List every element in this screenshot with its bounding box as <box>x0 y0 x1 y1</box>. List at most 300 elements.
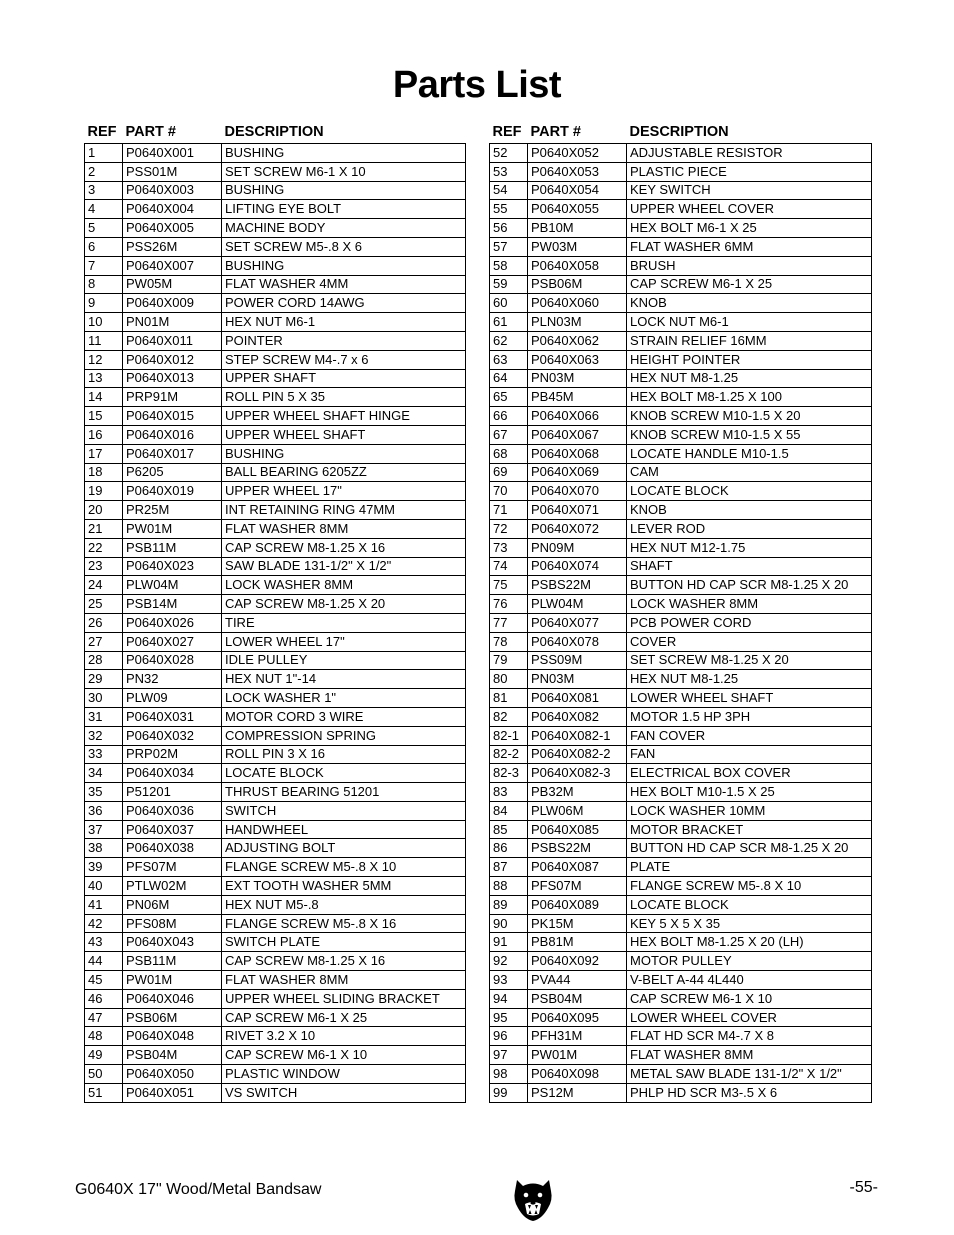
part-number-cell: P0640X004 <box>123 200 222 219</box>
part-number-cell: P0640X050 <box>123 1065 222 1084</box>
table-row <box>85 519 466 538</box>
part-number-cell: P0640X082-1 <box>528 726 627 745</box>
table-row <box>85 689 466 708</box>
part-number-cell: P0640X089 <box>528 895 627 914</box>
description-cell: STEP SCREW M4-.7 x 6 <box>222 350 466 369</box>
ref-cell: 54 <box>490 181 528 200</box>
table-row <box>85 425 466 444</box>
table-row <box>85 670 466 689</box>
description-cell: LOCK WASHER 1" <box>222 689 466 708</box>
part-number-cell: PSBS22M <box>528 576 627 595</box>
table-row <box>85 801 466 820</box>
ref-cell: 79 <box>490 651 528 670</box>
description-cell: FLAT WASHER 6MM <box>627 237 872 256</box>
part-number-cell: P0640X011 <box>123 331 222 350</box>
ref-cell: 86 <box>490 839 528 858</box>
table-row <box>490 632 872 651</box>
part-number-cell: PB10M <box>528 219 627 238</box>
table-row <box>85 275 466 294</box>
ref-cell: 82 <box>490 707 528 726</box>
description-cell: LOCK WASHER 8MM <box>627 595 872 614</box>
description-cell: FLANGE SCREW M5-.8 X 16 <box>222 914 466 933</box>
part-number-cell: PW01M <box>123 519 222 538</box>
ref-cell: 39 <box>85 858 123 877</box>
description-cell: LEVER ROD <box>627 519 872 538</box>
ref-cell: 89 <box>490 895 528 914</box>
part-number-cell: PSB11M <box>123 538 222 557</box>
ref-cell: 60 <box>490 294 528 313</box>
ref-cell: 27 <box>85 632 123 651</box>
description-cell: BRUSH <box>627 256 872 275</box>
description-cell: PCB POWER CORD <box>627 613 872 632</box>
part-number-cell: P0640X028 <box>123 651 222 670</box>
ref-cell: 71 <box>490 501 528 520</box>
part-number-cell: P0640X082-3 <box>528 764 627 783</box>
part-number-cell: P0640X032 <box>123 726 222 745</box>
part-number-cell: P6205 <box>123 463 222 482</box>
description-cell: PLATE <box>627 858 872 877</box>
table-row <box>85 707 466 726</box>
table-row <box>85 1027 466 1046</box>
table-row <box>85 914 466 933</box>
table-row <box>85 557 466 576</box>
ref-cell: 88 <box>490 877 528 896</box>
ref-cell: 8 <box>85 275 123 294</box>
description-cell: MOTOR PULLEY <box>627 952 872 971</box>
part-number-cell: PLN03M <box>528 313 627 332</box>
description-cell: FAN COVER <box>627 726 872 745</box>
ref-cell: 45 <box>85 971 123 990</box>
table-row <box>85 331 466 350</box>
table-row <box>490 933 872 952</box>
table-row <box>85 407 466 426</box>
description-cell: SWITCH <box>222 801 466 820</box>
part-number-cell: P0640X034 <box>123 764 222 783</box>
table-row <box>490 576 872 595</box>
table-row <box>490 444 872 463</box>
part-number-cell: PB81M <box>528 933 627 952</box>
table-row <box>490 237 872 256</box>
ref-cell: 24 <box>85 576 123 595</box>
ref-cell: 74 <box>490 557 528 576</box>
table-row <box>85 576 466 595</box>
table-row <box>85 745 466 764</box>
table-row <box>85 1083 466 1102</box>
part-number-cell: PW01M <box>528 1046 627 1065</box>
description-cell: PLASTIC PIECE <box>627 162 872 181</box>
part-number-cell: PR25M <box>123 501 222 520</box>
ref-cell: 40 <box>85 877 123 896</box>
description-cell: SET SCREW M6-1 X 10 <box>222 162 466 181</box>
ref-cell: 12 <box>85 350 123 369</box>
description-cell: UPPER WHEEL SLIDING BRACKET <box>222 989 466 1008</box>
ref-cell: 62 <box>490 331 528 350</box>
part-number-cell: P0640X058 <box>528 256 627 275</box>
ref-cell: 63 <box>490 350 528 369</box>
table-row <box>85 144 466 163</box>
part-number-cell: P0640X051 <box>123 1083 222 1102</box>
table-row <box>490 219 872 238</box>
part-number-cell: PB32M <box>528 783 627 802</box>
description-cell: HEX NUT M5-.8 <box>222 895 466 914</box>
part-number-cell: PFS07M <box>528 877 627 896</box>
table-row <box>490 745 872 764</box>
description-cell: HEX NUT M12-1.75 <box>627 538 872 557</box>
part-number-cell: PK15M <box>528 914 627 933</box>
ref-column-header: REF <box>492 124 522 140</box>
ref-cell: 65 <box>490 388 528 407</box>
table-row <box>490 538 872 557</box>
ref-cell: 33 <box>85 745 123 764</box>
description-cell: FLAT WASHER 8MM <box>222 519 466 538</box>
part-number-cell: PSB04M <box>123 1046 222 1065</box>
description-cell: IDLE PULLEY <box>222 651 466 670</box>
table-row <box>85 294 466 313</box>
description-cell: SET SCREW M5-.8 X 6 <box>222 237 466 256</box>
description-cell: FLAT WASHER 8MM <box>627 1046 872 1065</box>
description-cell: HEIGHT POINTER <box>627 350 872 369</box>
grizzly-bear-logo-icon <box>512 1176 554 1222</box>
parts-table-right-body <box>490 144 872 1103</box>
table-row <box>490 331 872 350</box>
description-cell: FLAT WASHER 8MM <box>222 971 466 990</box>
page-number: -55- <box>849 1179 878 1196</box>
ref-cell: 87 <box>490 858 528 877</box>
part-number-cell: P0640X013 <box>123 369 222 388</box>
part-number-cell: PS12M <box>528 1083 627 1102</box>
ref-cell: 58 <box>490 256 528 275</box>
part-number-cell: P0640X078 <box>528 632 627 651</box>
description-cell: CAP SCREW M6-1 X 25 <box>222 1008 466 1027</box>
ref-cell: 32 <box>85 726 123 745</box>
part-number-cell: PSBS22M <box>528 839 627 858</box>
part-number-cell: PSS26M <box>123 237 222 256</box>
part-number-cell: P0640X092 <box>528 952 627 971</box>
table-row <box>85 820 466 839</box>
table-row <box>85 651 466 670</box>
table-row <box>85 632 466 651</box>
part-number-cell: P0640X048 <box>123 1027 222 1046</box>
ref-cell: 37 <box>85 820 123 839</box>
part-number-cell: P0640X019 <box>123 482 222 501</box>
description-cell: CAP SCREW M8-1.25 X 20 <box>222 595 466 614</box>
part-number-cell: P0640X070 <box>528 482 627 501</box>
ref-cell: 15 <box>85 407 123 426</box>
ref-cell: 99 <box>490 1083 528 1102</box>
description-cell: LOWER WHEEL 17" <box>222 632 466 651</box>
ref-cell: 61 <box>490 313 528 332</box>
ref-cell: 80 <box>490 670 528 689</box>
description-cell: MOTOR BRACKET <box>627 820 872 839</box>
part-number-cell: P0640X081 <box>528 689 627 708</box>
table-row <box>85 613 466 632</box>
description-cell: MOTOR 1.5 HP 3PH <box>627 707 872 726</box>
part-number-cell: PLW04M <box>123 576 222 595</box>
description-cell: PLASTIC WINDOW <box>222 1065 466 1084</box>
description-cell: HEX NUT M6-1 <box>222 313 466 332</box>
ref-cell: 85 <box>490 820 528 839</box>
ref-cell: 38 <box>85 839 123 858</box>
ref-cell: 95 <box>490 1008 528 1027</box>
description-cell: COVER <box>627 632 872 651</box>
description-cell: LOCATE BLOCK <box>627 482 872 501</box>
manual-title-footer: G0640X 17" Wood/Metal Bandsaw <box>75 1181 322 1198</box>
ref-cell: 57 <box>490 237 528 256</box>
table-row <box>85 482 466 501</box>
description-cell: FLANGE SCREW M5-.8 X 10 <box>222 858 466 877</box>
description-cell: HEX BOLT M8-1.25 X 100 <box>627 388 872 407</box>
description-cell: BUSHING <box>222 444 466 463</box>
description-cell: HEX NUT 1"-14 <box>222 670 466 689</box>
part-number-cell: P0640X069 <box>528 463 627 482</box>
description-cell: MOTOR CORD 3 WIRE <box>222 707 466 726</box>
description-cell: KNOB <box>627 294 872 313</box>
description-cell: BUTTON HD CAP SCR M8-1.25 X 20 <box>627 839 872 858</box>
part-number-cell: PLW04M <box>528 595 627 614</box>
ref-cell: 59 <box>490 275 528 294</box>
part-number-cell: P51201 <box>123 783 222 802</box>
part-number-cell: PN03M <box>528 369 627 388</box>
table-row <box>85 538 466 557</box>
ref-cell: 5 <box>85 219 123 238</box>
table-row <box>490 1008 872 1027</box>
ref-cell: 72 <box>490 519 528 538</box>
table-row <box>85 350 466 369</box>
table-row <box>490 839 872 858</box>
table-row <box>85 181 466 200</box>
ref-cell: 25 <box>85 595 123 614</box>
description-cell: ADJUSTABLE RESISTOR <box>627 144 872 163</box>
ref-cell: 97 <box>490 1046 528 1065</box>
description-cell: INT RETAINING RING 47MM <box>222 501 466 520</box>
part-number-cell: P0640X098 <box>528 1065 627 1084</box>
ref-cell: 55 <box>490 200 528 219</box>
ref-cell: 9 <box>85 294 123 313</box>
table-row <box>85 313 466 332</box>
table-row <box>85 726 466 745</box>
ref-cell: 91 <box>490 933 528 952</box>
ref-cell: 23 <box>85 557 123 576</box>
description-cell: UPPER WHEEL 17" <box>222 482 466 501</box>
ref-cell: 53 <box>490 162 528 181</box>
table-row <box>85 877 466 896</box>
part-number-cell: P0640X023 <box>123 557 222 576</box>
ref-cell: 3 <box>85 181 123 200</box>
table-row <box>490 764 872 783</box>
part-number-column-header: PART # <box>530 124 581 140</box>
part-number-cell: P0640X026 <box>123 613 222 632</box>
ref-cell: 6 <box>85 237 123 256</box>
table-row <box>490 313 872 332</box>
part-number-cell: PLW06M <box>528 801 627 820</box>
table-row <box>85 839 466 858</box>
ref-cell: 98 <box>490 1065 528 1084</box>
ref-cell: 48 <box>85 1027 123 1046</box>
ref-cell: 49 <box>85 1046 123 1065</box>
ref-cell: 78 <box>490 632 528 651</box>
ref-cell: 50 <box>85 1065 123 1084</box>
ref-cell: 29 <box>85 670 123 689</box>
description-cell: KNOB <box>627 501 872 520</box>
table-row <box>490 914 872 933</box>
table-header-row <box>490 121 872 144</box>
part-number-cell: P0640X036 <box>123 801 222 820</box>
ref-cell: 18 <box>85 463 123 482</box>
table-row <box>490 1046 872 1065</box>
ref-cell: 10 <box>85 313 123 332</box>
table-row <box>490 651 872 670</box>
parts-table-left-body <box>85 144 466 1103</box>
ref-cell: 28 <box>85 651 123 670</box>
table-row <box>490 463 872 482</box>
table-row <box>490 595 872 614</box>
description-cell: CAP SCREW M6-1 X 10 <box>222 1046 466 1065</box>
description-cell: LOWER WHEEL SHAFT <box>627 689 872 708</box>
part-number-cell: P0640X031 <box>123 707 222 726</box>
table-row <box>490 519 872 538</box>
ref-cell: 66 <box>490 407 528 426</box>
ref-cell: 82-3 <box>490 764 528 783</box>
part-number-cell: P0640X054 <box>528 181 627 200</box>
ref-cell: 56 <box>490 219 528 238</box>
description-cell: HEX BOLT M6-1 X 25 <box>627 219 872 238</box>
description-cell: LOCK WASHER 10MM <box>627 801 872 820</box>
description-cell: LOCATE HANDLE M10-1.5 <box>627 444 872 463</box>
part-number-cell: PW03M <box>528 237 627 256</box>
description-cell: CAP SCREW M6-1 X 25 <box>627 275 872 294</box>
ref-cell: 26 <box>85 613 123 632</box>
part-number-cell: P0640X001 <box>123 144 222 163</box>
description-cell: ROLL PIN 5 X 35 <box>222 388 466 407</box>
part-number-cell: P0640X067 <box>528 425 627 444</box>
ref-cell: 73 <box>490 538 528 557</box>
description-cell: PHLP HD SCR M3-.5 X 6 <box>627 1083 872 1102</box>
part-number-cell: PSB04M <box>528 989 627 1008</box>
table-row <box>85 971 466 990</box>
ref-cell: 51 <box>85 1083 123 1102</box>
description-cell: UPPER SHAFT <box>222 369 466 388</box>
table-row <box>85 463 466 482</box>
ref-cell: 22 <box>85 538 123 557</box>
part-number-cell: P0640X046 <box>123 989 222 1008</box>
part-number-cell: P0640X077 <box>528 613 627 632</box>
table-row <box>85 952 466 971</box>
table-row <box>490 1027 872 1046</box>
part-number-cell: PN03M <box>528 670 627 689</box>
ref-cell: 41 <box>85 895 123 914</box>
ref-cell: 67 <box>490 425 528 444</box>
ref-cell: 2 <box>85 162 123 181</box>
part-number-cell: PLW09 <box>123 689 222 708</box>
description-cell: UPPER WHEEL COVER <box>627 200 872 219</box>
description-cell: RIVET 3.2 X 10 <box>222 1027 466 1046</box>
ref-cell: 92 <box>490 952 528 971</box>
table-row <box>85 200 466 219</box>
description-cell: TIRE <box>222 613 466 632</box>
description-cell: KNOB SCREW M10-1.5 X 55 <box>627 425 872 444</box>
part-number-cell: P0640X052 <box>528 144 627 163</box>
part-number-cell: P0640X066 <box>528 407 627 426</box>
description-cell: UPPER WHEEL SHAFT HINGE <box>222 407 466 426</box>
ref-cell: 30 <box>85 689 123 708</box>
part-number-cell: P0640X007 <box>123 256 222 275</box>
table-row <box>85 1008 466 1027</box>
table-row <box>490 256 872 275</box>
ref-cell: 14 <box>85 388 123 407</box>
table-row <box>85 256 466 275</box>
ref-cell: 4 <box>85 200 123 219</box>
table-row <box>490 350 872 369</box>
description-cell: LOCK WASHER 8MM <box>222 576 466 595</box>
ref-cell: 83 <box>490 783 528 802</box>
part-number-cell: P0640X037 <box>123 820 222 839</box>
table-row <box>85 219 466 238</box>
table-row <box>490 726 872 745</box>
ref-cell: 96 <box>490 1027 528 1046</box>
part-number-cell: P0640X072 <box>528 519 627 538</box>
part-number-cell: PB45M <box>528 388 627 407</box>
part-number-cell: PW01M <box>123 971 222 990</box>
description-cell: STRAIN RELIEF 16MM <box>627 331 872 350</box>
part-number-cell: P0640X038 <box>123 839 222 858</box>
table-row <box>490 482 872 501</box>
part-number-cell: P0640X087 <box>528 858 627 877</box>
part-number-cell: P0640X053 <box>528 162 627 181</box>
description-cell: POWER CORD 14AWG <box>222 294 466 313</box>
table-header-row <box>85 121 466 144</box>
table-row <box>490 162 872 181</box>
description-cell: LOCK NUT M6-1 <box>627 313 872 332</box>
table-row <box>490 200 872 219</box>
part-number-cell: PTLW02M <box>123 877 222 896</box>
ref-cell: 94 <box>490 989 528 1008</box>
table-row <box>490 670 872 689</box>
ref-cell: 16 <box>85 425 123 444</box>
description-cell: THRUST BEARING 51201 <box>222 783 466 802</box>
table-row <box>490 294 872 313</box>
part-number-cell: P0640X016 <box>123 425 222 444</box>
part-number-cell: P0640X062 <box>528 331 627 350</box>
description-cell: FLANGE SCREW M5-.8 X 10 <box>627 877 872 896</box>
part-number-cell: P0640X015 <box>123 407 222 426</box>
ref-cell: 46 <box>85 989 123 1008</box>
description-cell: CAM <box>627 463 872 482</box>
description-cell: VS SWITCH <box>222 1083 466 1102</box>
part-number-cell: PSS09M <box>528 651 627 670</box>
ref-cell: 75 <box>490 576 528 595</box>
description-cell: CAP SCREW M8-1.25 X 16 <box>222 538 466 557</box>
table-row <box>85 162 466 181</box>
table-row <box>490 275 872 294</box>
part-number-cell: PN01M <box>123 313 222 332</box>
description-cell: LIFTING EYE BOLT <box>222 200 466 219</box>
part-number-cell: P0640X055 <box>528 200 627 219</box>
parts-table-left <box>84 121 466 1103</box>
ref-cell: 90 <box>490 914 528 933</box>
part-number-cell: P0640X071 <box>528 501 627 520</box>
ref-cell: 36 <box>85 801 123 820</box>
ref-cell: 82-2 <box>490 745 528 764</box>
parts-table-right <box>489 121 872 1103</box>
part-number-cell: PSB14M <box>123 595 222 614</box>
description-cell: FLAT WASHER 4MM <box>222 275 466 294</box>
part-number-cell: PN09M <box>528 538 627 557</box>
description-cell: COMPRESSION SPRING <box>222 726 466 745</box>
part-number-cell: PSB06M <box>123 1008 222 1027</box>
ref-cell: 21 <box>85 519 123 538</box>
ref-cell: 47 <box>85 1008 123 1027</box>
part-number-cell: P0640X068 <box>528 444 627 463</box>
